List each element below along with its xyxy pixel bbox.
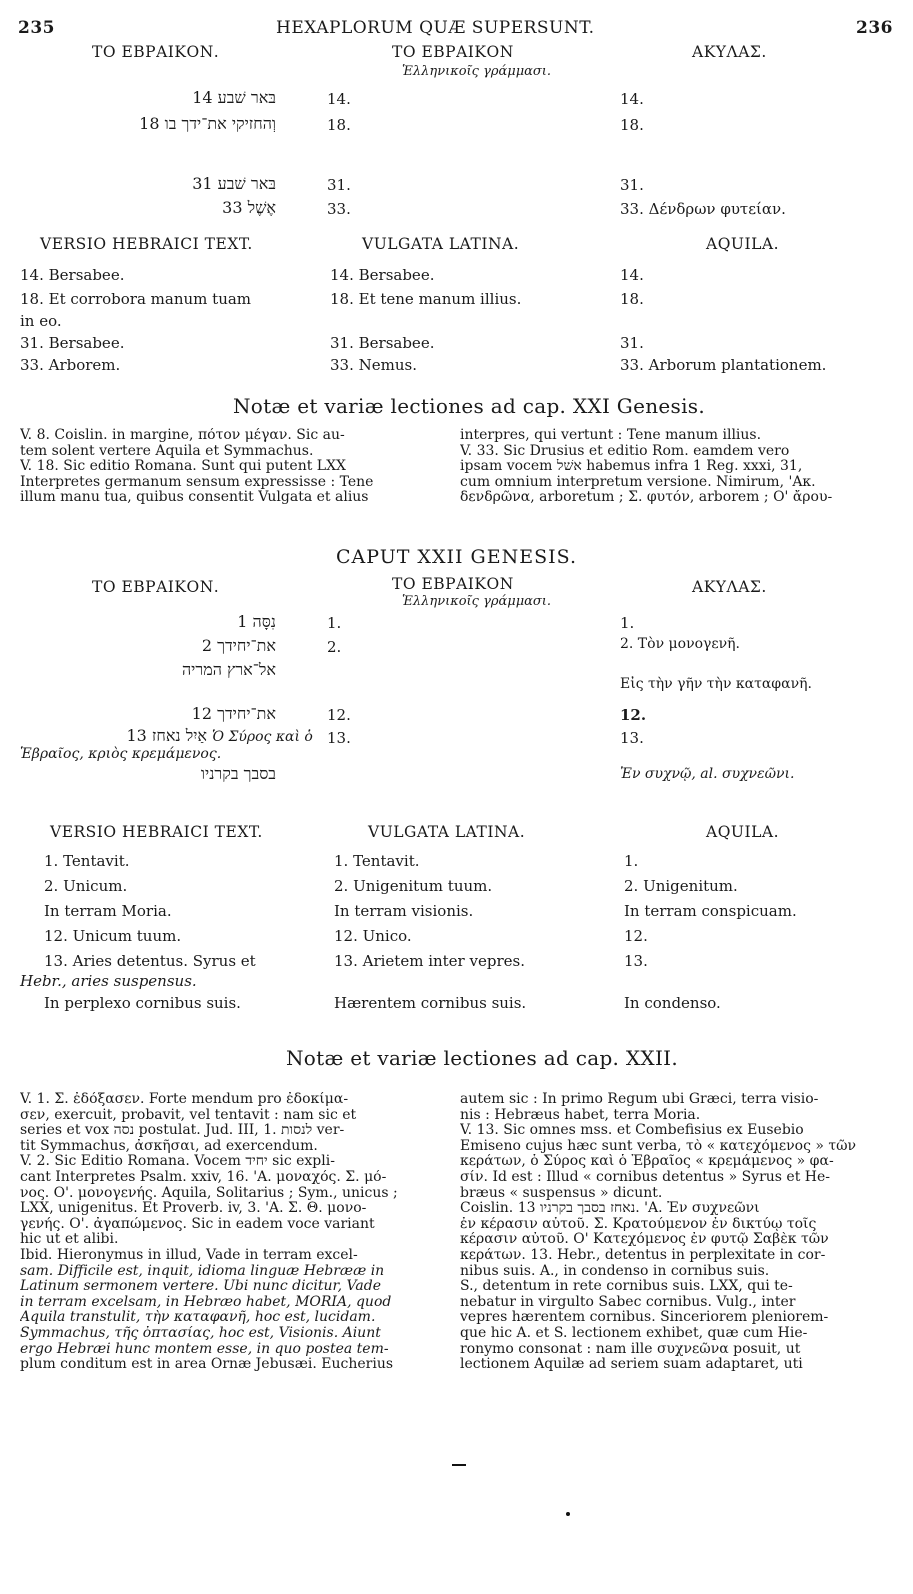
note-line: Emiseno cujus hæc sunt verba, τὸ « κατεχόμενος » τῶν: [460, 1138, 857, 1154]
vulgata-line: 1. Tentavit.: [334, 852, 420, 870]
vulgata-line: 33. Nemus.: [330, 356, 417, 374]
versio-line: 14. Bersabee.: [20, 266, 125, 284]
note-line: ipsam vocem אשׁל habemus infra 1 Reg. xxxi, 31,: [460, 459, 803, 475]
note-line: Interpretes germanum sensum expressisse : Tene: [20, 474, 374, 490]
aquila-latin-line: 18.: [620, 290, 644, 308]
versio-line: 12. Unicum tuum.: [44, 927, 182, 945]
note-line: σίν. Id est : Illud « cornibus detentus » Syrus et He-: [460, 1169, 831, 1185]
notes-right-column: [460, 1092, 892, 1373]
note-line: autem sic : In primo Regum ubi Græci, terra visio-: [460, 1092, 819, 1107]
verse-number: 1.: [327, 614, 342, 632]
verse-number: 12.: [327, 706, 351, 724]
note-line: hic ut et alibi.: [20, 1232, 119, 1248]
versio-line: 13. Aries detentus. Syrus et: [44, 952, 256, 970]
aquila-line: 14.: [620, 90, 644, 108]
vulgata-line: 13. Arietem inter vepres.: [334, 952, 525, 970]
vulgata-line: In terram visionis.: [334, 902, 474, 920]
note-line: nebatur in virgulto Sabec cornibus. Vulg., inter: [460, 1294, 796, 1310]
greek-line: Ὁ Σύρος καὶ ὁ: [212, 729, 313, 745]
notes-title: Notæ et variæ lectiones ad cap. XXI Genesis.: [233, 394, 706, 418]
note-line: ronymo consonat : nam ille συχνεῶνα posuit, ut: [460, 1341, 801, 1357]
hebrew-line: וְהחזיקי את־ידך בו 18: [139, 114, 276, 133]
hebrew-line: בּאר שׁבע 14: [192, 88, 276, 107]
col-head-greek-letters: ΤΟ ΕΒΡΑΙΚΟΝ: [392, 575, 514, 593]
aquila-line: 31.: [620, 176, 644, 194]
note-line: σεν, exercuit, probavit, vel tentavit : nam sic et: [20, 1107, 357, 1123]
vulgata-line: 18. Et tene manum illius.: [330, 290, 522, 308]
note-line: nibus suis. A., in condenso in cornibus suis.: [460, 1263, 770, 1279]
aquila-latin-line: 2. Unigenitum.: [624, 877, 738, 895]
aquila-line: 18.: [620, 116, 644, 134]
hebrew-line: את־יחידך 2: [201, 636, 276, 655]
versio-line: 18. Et corrobora manum tuam: [20, 290, 252, 308]
versio-line: In terram Moria.: [44, 902, 172, 920]
note-line: Coislin. נאחז בסבך בקרניו 13. 'Α. Ἐν συχνεῶνι: [460, 1201, 760, 1217]
note-line: nis : Hebræus habet, terra Moria.: [460, 1107, 701, 1123]
hebrew-line: בסבך בקרניו: [200, 764, 276, 783]
col-head-aquila-latin: AQUILA.: [706, 823, 780, 841]
note-line: LXX, unigenitus. Et Proverb. iv, 3. 'Α. Σ. Θ. μονο-: [20, 1201, 367, 1217]
col-sub-greek-letters: Ἑλληνικοῖς γράμμασι.: [402, 64, 552, 79]
col-head-hebrew: ΤΟ ΕΒΡΑΙΚΟΝ.: [92, 43, 220, 61]
aquila-latin-line: 31.: [620, 334, 644, 352]
note-line: plum conditum est in area Ornæ Jebusæi. Eucherius: [20, 1357, 394, 1373]
aquila-latin-line: In terram conspicuam.: [624, 902, 797, 920]
versio-line: 33. Arborem.: [20, 356, 121, 374]
vulgata-line: 2. Unigenitum tuum.: [334, 877, 493, 895]
page-number-left: 235: [18, 18, 55, 38]
vulgata-line: 31. Bersabee.: [330, 334, 435, 352]
note-line: V. 8. Coislin. in margine, πότον μέγαν. Sic au-: [20, 428, 345, 443]
vulgata-line: 14. Bersabee.: [330, 266, 435, 284]
note-line: V. 1. Σ. ἐδόξασεν. Forte mendum pro ἐδοκίμα-: [20, 1092, 349, 1107]
verse-number: 31.: [327, 176, 351, 194]
note-line: V. 33. Sic Drusius et editio Rom. eamdem vero: [460, 443, 790, 459]
aquila-latin-line: 14.: [620, 266, 644, 284]
hebrew-line: אֶשֶׁל 33: [222, 198, 276, 217]
note-line: cum omnium interpretum versione. Nimirum, 'Ακ.: [460, 474, 816, 490]
note-line: κεράτων. 13. Hebr., detentus in perplexitate in cor-: [460, 1247, 826, 1263]
aquila-line: 1.: [620, 614, 635, 632]
aquila-latin-line: 1.: [624, 852, 639, 870]
vulgata-line: Hærentem cornibus suis.: [334, 994, 527, 1012]
aquila-line: Εἰς τὴν γῆν τὴν καταφανῆ.: [620, 676, 812, 692]
greek-line: Ἑβραῖος, κριὸς κρεμάμενος.: [20, 746, 222, 762]
col-head-aquila: ΑΚΥΛΑΣ.: [692, 43, 767, 61]
note-line: lectionem Aquilæ ad seriem suam adaptaret, uti: [460, 1357, 803, 1373]
note-line: sam. Difficile est, inquit, idioma linguæ Hebrææ in: [20, 1263, 385, 1279]
note-line: γενής. Ο'. ἀγαπώμενος. Sic in eadem voce variant: [20, 1216, 375, 1232]
aquila-latin-line: 12.: [624, 927, 648, 945]
note-line: cant Interpretes Psalm. xxiv, 16. 'Α. μοναχός. Σ. μό-: [20, 1169, 387, 1185]
col-head-vulgata: VULGATA LATINA.: [362, 235, 520, 253]
hebrew-line: אַיִל נאחז 13: [126, 726, 207, 745]
verse-number: 18.: [327, 116, 351, 134]
hebrew-line: אל־ארץ המריה: [181, 660, 276, 679]
note-line: tit Symmachus, ἀσκῆσαι, ad exercendum.: [20, 1138, 318, 1154]
notes-title: Notæ et variæ lectiones ad cap. XXII.: [286, 1046, 679, 1070]
note-line: Aquila transtulit, τὴν καταφανῆ, hoc est, lucidam.: [20, 1310, 376, 1326]
note-line: Latinum sermonem vertere. Ubi nunc dicitur, Vade: [20, 1279, 381, 1295]
note-line: V. 13. Sic omnes mss. et Combefisius ex Eusebio: [460, 1123, 804, 1139]
print-dot-mark: [566, 1512, 570, 1516]
aquila-latin-line: 33. Arborum plantationem.: [620, 356, 827, 374]
note-line: δενδρῶνα, arboretum ; Σ. φυτόν, arborem ; Ο' ἄρου-: [460, 490, 833, 506]
note-line: κέρασιν αὐτοῦ. Ο' Κατεχόμενος ἐν φυτῷ Σαβὲκ τῶν: [460, 1232, 829, 1248]
verse-number: 2.: [327, 638, 342, 656]
verse-number: 14.: [327, 90, 351, 108]
note-line: ἐν κέρασιν αὐτοῦ. Σ. Κρατούμενον ἐν δικτύῳ τοῖς: [460, 1216, 817, 1232]
aquila-line: 33. Δένδρων φυτείαν.: [620, 200, 786, 218]
hebrew-line: את־יחידך 12: [191, 704, 276, 723]
note-line: κεράτων, ὁ Σύρος καὶ ὁ Ἑβραῖος « κρεμάμενος » φα-: [460, 1154, 834, 1170]
note-line: series et vox נסה postulat. Jud. III, 1. לנסות ver-: [20, 1123, 345, 1139]
versio-line: 1. Tentavit.: [44, 852, 130, 870]
verse-number: 13.: [327, 729, 351, 747]
note-line: V. 2. Sic Editio Romana. Vocem יחיד sic expli-: [20, 1154, 335, 1170]
hebrew-line: נִסָּה 1: [237, 612, 276, 631]
page-number-right: 236: [856, 18, 893, 38]
col-head-vulgata: VULGATA LATINA.: [368, 823, 526, 841]
hebrew-line: בּאר שׁבע 31: [192, 174, 276, 193]
col-head-hebrew: ΤΟ ΕΒΡΑΙΚΟΝ.: [92, 578, 220, 596]
col-head-versio: VERSIO HEBRAICI TEXT.: [50, 823, 263, 841]
note-line: V. 18. Sic editio Romana. Sunt qui putent LXX: [20, 459, 347, 475]
versio-line: 2. Unicum.: [44, 877, 128, 895]
aquila-latin-line: In condenso.: [624, 994, 721, 1012]
running-title: HEXAPLORUM QUÆ SUPERSUNT.: [276, 18, 595, 38]
note-line: Ibid. Hieronymus in illud, Vade in terram excel-: [20, 1247, 358, 1263]
verse-number: 33.: [327, 200, 351, 218]
notes-left-column: [20, 428, 440, 506]
note-line: in terram excelsam, in Hebræo habet, MORIA, quod: [20, 1294, 392, 1310]
aquila-line: 12.: [620, 706, 647, 724]
note-line: tem solent vertere Aquila et Symmachus.: [20, 443, 314, 459]
note-line: ergo Hebræi hunc montem esse, in quo postea tem-: [20, 1341, 389, 1357]
note-line: νος. Ο'. μονογενής. Aquila, Solitarius ; Sym., unicus ;: [20, 1185, 398, 1201]
note-line: que hic A. et S. lectionem exhibet, quæ cum Hie-: [460, 1325, 808, 1341]
note-line: Symmachus, τῆς ὀπτασίας, hoc est, Visionis. Aiunt: [20, 1325, 381, 1341]
versio-line: In perplexo cornibus suis.: [44, 994, 241, 1012]
col-head-aquila-latin: AQUILA.: [706, 235, 780, 253]
aquila-line: 2. Τὸν μονογενῆ.: [620, 636, 740, 652]
aquila-line: Ἐν συχνῷ, al. συχνεῶνι.: [620, 766, 795, 782]
note-line: vepres hærentem cornibus. Sinceriorem pleniorem-: [460, 1310, 829, 1326]
versio-line: Hebr., aries suspensus.: [20, 972, 197, 990]
note-line: bræus « suspensus » dicunt.: [460, 1185, 663, 1201]
aquila-latin-line: 13.: [624, 952, 648, 970]
note-line: interpres, qui vertunt : Tene manum illius.: [460, 428, 762, 443]
versio-line: 31. Bersabee.: [20, 334, 125, 352]
note-line: S., detentum in rete cornibus suis. LXX, qui te-: [460, 1279, 793, 1295]
note-line: illum manu tua, quibus consentit Vulgata et alius: [20, 490, 369, 506]
col-head-greek-letters: ΤΟ ΕΒΡΑΙΚΟΝ: [392, 43, 514, 61]
notes-left-column: [20, 1092, 440, 1373]
chapter-title: CAPUT XXII GENESIS.: [336, 546, 577, 568]
vulgata-line: 12. Unico.: [334, 927, 412, 945]
col-head-aquila: ΑΚΥΛΑΣ.: [692, 578, 767, 596]
notes-right-column: [460, 428, 892, 506]
aquila-line: 13.: [620, 729, 644, 747]
col-head-versio: VERSIO HEBRAICI TEXT.: [40, 235, 253, 253]
col-sub-greek-letters: Ἑλληνικοῖς γράμμασι.: [402, 594, 552, 609]
print-dash-mark: [452, 1464, 466, 1466]
versio-line: in eo.: [20, 312, 62, 330]
